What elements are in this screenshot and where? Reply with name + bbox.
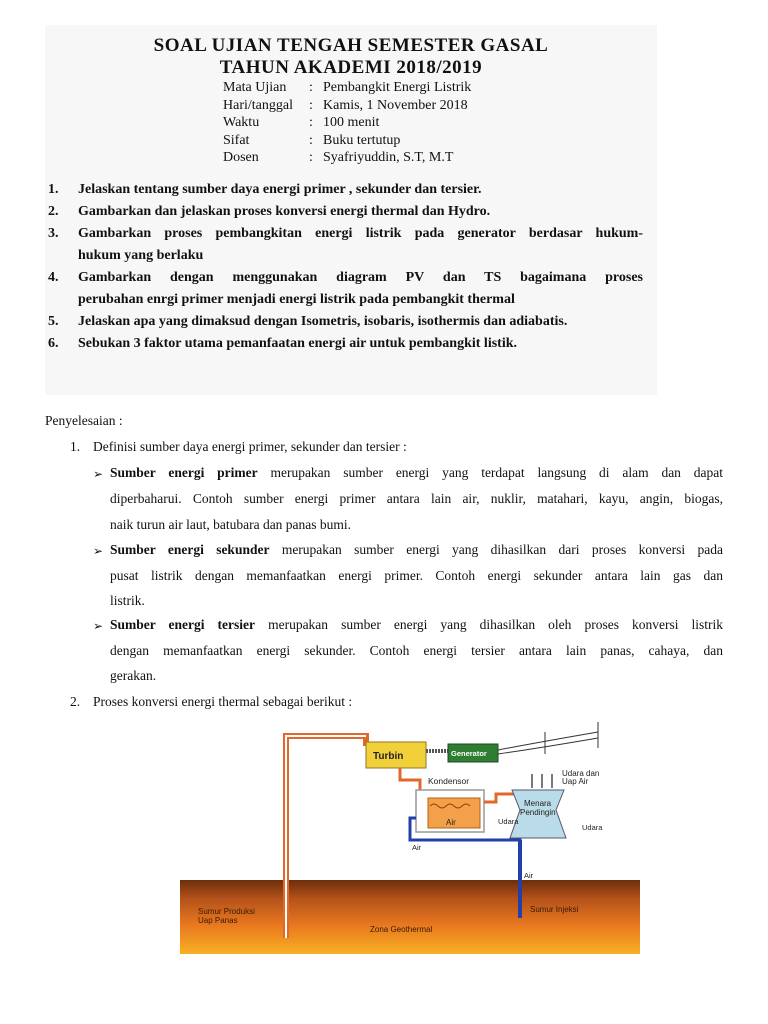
meta-value: Kamis, 1 November 2018 (323, 97, 468, 113)
meta-row (223, 149, 471, 167)
meta-row (223, 97, 471, 115)
bullet-line: gerakan. (110, 668, 157, 683)
meta-colon: : (309, 97, 313, 113)
question-text: hukum yang berlaku (78, 248, 204, 263)
vapor-label: Udara dan (562, 769, 600, 778)
air-in-label: Udara (582, 823, 603, 832)
meta-row (223, 114, 471, 132)
pipe-air-label: Air (524, 871, 534, 880)
question-text: Sebukan 3 faktor utama pemanfaatan energi air untuk pembangkit listik. (78, 336, 517, 351)
question-item (48, 201, 643, 223)
bullet-line: diperbaharui. Contoh sumber energi primer antara lain air, nuklir, matahari, kayu, angin, biogas, (110, 491, 723, 506)
injection-well-label: Sumur Injeksi (530, 905, 579, 914)
bullet-text: merupakan sumber energi yang dihasilkan dari proses konversi pada (281, 542, 723, 557)
bullet-term: Sumber energi sekunder (110, 542, 270, 557)
generator-label: Generator (451, 749, 487, 758)
question-number: 2. (48, 204, 59, 219)
question-number: 4. (48, 270, 59, 285)
answer-item-number: 1. (70, 439, 81, 454)
question-item (48, 223, 643, 245)
tower-label: Pendingin (520, 808, 556, 817)
exam-meta (223, 79, 471, 167)
ground-layer (180, 880, 640, 954)
bullet-text: merupakan sumber energi yang dihasilkan oleh proses konversi listrik (268, 617, 724, 632)
question-text: Gambarkan proses pembangkitan energi listrik pada generator berdasar hukum- (78, 226, 643, 241)
question-list (48, 179, 643, 355)
arrow-bullet-icon: ➢ (93, 467, 104, 481)
exhaust-pipe (400, 768, 420, 790)
meta-colon: : (309, 115, 313, 130)
meta-value: 100 menit (323, 115, 380, 130)
meta-label: Hari/tanggal (223, 97, 293, 113)
question-text: perubahan enrgi primer menjadi energi listrik pada pembangkit thermal (78, 292, 515, 307)
meta-colon: : (309, 80, 313, 95)
exam-title: SOAL UJIAN TENGAH SEMESTER GASAL (153, 35, 549, 56)
meta-label: Dosen (223, 150, 259, 165)
question-number: 5. (48, 314, 59, 329)
air-in-label: Udara (498, 817, 519, 826)
bullet-term: Sumber energi tersier (110, 617, 256, 632)
bullet-line: dengan memanfaatkan energi sekunder. Contoh energi tersier antara lain panas, cahaya, dan (110, 643, 723, 658)
meta-value: Buku tertutup (323, 132, 401, 148)
question-item (48, 179, 643, 201)
bullet-line (110, 542, 723, 558)
geothermal-diagram (180, 718, 640, 954)
meta-row (223, 132, 471, 150)
tower-label: Menara (524, 799, 552, 808)
question-text: Gambarkan dan jelaskan proses konversi energi thermal dan Hydro. (78, 204, 491, 219)
bullet-line (110, 617, 723, 633)
pipe-air-label: Air (412, 843, 422, 852)
production-well-label: Uap Panas (198, 916, 238, 925)
bullet-line: naik turun air laut, batubara dan panas bumi. (110, 517, 352, 532)
bullet-line (110, 465, 723, 481)
condenser-air-label: Air (446, 818, 456, 827)
question-text: Jelaskan tentang sumber daya energi primer , sekunder dan tersier. (78, 182, 482, 197)
question-number: 6. (48, 336, 59, 351)
arrow-bullet-icon: ➢ (93, 544, 104, 558)
meta-colon: : (309, 150, 313, 165)
question-number: 1. (48, 182, 59, 197)
meta-colon: : (309, 132, 313, 148)
bullet-text: merupakan sumber energi yang terdapat langsung di alam dan dapat (270, 465, 723, 480)
question-number: 3. (48, 226, 59, 241)
meta-label: Mata Ujian (223, 80, 287, 95)
bullet-line: pusat listrik dengan memanfaatkan energi primer. Contoh energi sekunder antara lain gas dan (110, 568, 723, 583)
geothermal-zone-label: Zona Geothermal (370, 925, 433, 934)
vapor-label: Uap Air (562, 777, 589, 786)
turbine-label: Turbin (373, 751, 404, 762)
production-well-label: Sumur Produksi (198, 907, 255, 916)
question-item-cont (48, 289, 643, 311)
condenser-label: Kondensor (428, 776, 470, 786)
bullet-line: listrik. (110, 593, 145, 608)
meta-value: Pembangkit Energi Listrik (323, 80, 472, 95)
meta-row (223, 79, 471, 97)
arrow-bullet-icon: ➢ (93, 619, 104, 633)
exam-year: TAHUN AKADEMI 2018/2019 (219, 57, 483, 78)
question-item (48, 311, 643, 333)
answer-heading: Penyelesaian : (45, 413, 123, 428)
answer-item-text: Proses konversi energi thermal sebagai berikut : (93, 694, 353, 709)
meta-value: Syafriyuddin, S.T, M.T (323, 150, 454, 165)
question-text: Gambarkan dengan menggunakan diagram PV dan TS bagaimana proses (78, 270, 643, 285)
bullet-term: Sumber energi primer (110, 465, 258, 480)
question-item-cont (48, 245, 643, 267)
meta-label: Sifat (223, 132, 250, 148)
answer-item-text: Definisi sumber daya energi primer, sekunder dan tersier : (93, 439, 407, 454)
answer-item-number: 2. (70, 694, 81, 709)
meta-label: Waktu (223, 115, 260, 130)
question-item (48, 333, 643, 355)
question-item (48, 267, 643, 289)
question-text: Jelaskan apa yang dimaksud dengan Isometris, isobaris, isothermis dan adiabatis. (78, 314, 568, 329)
